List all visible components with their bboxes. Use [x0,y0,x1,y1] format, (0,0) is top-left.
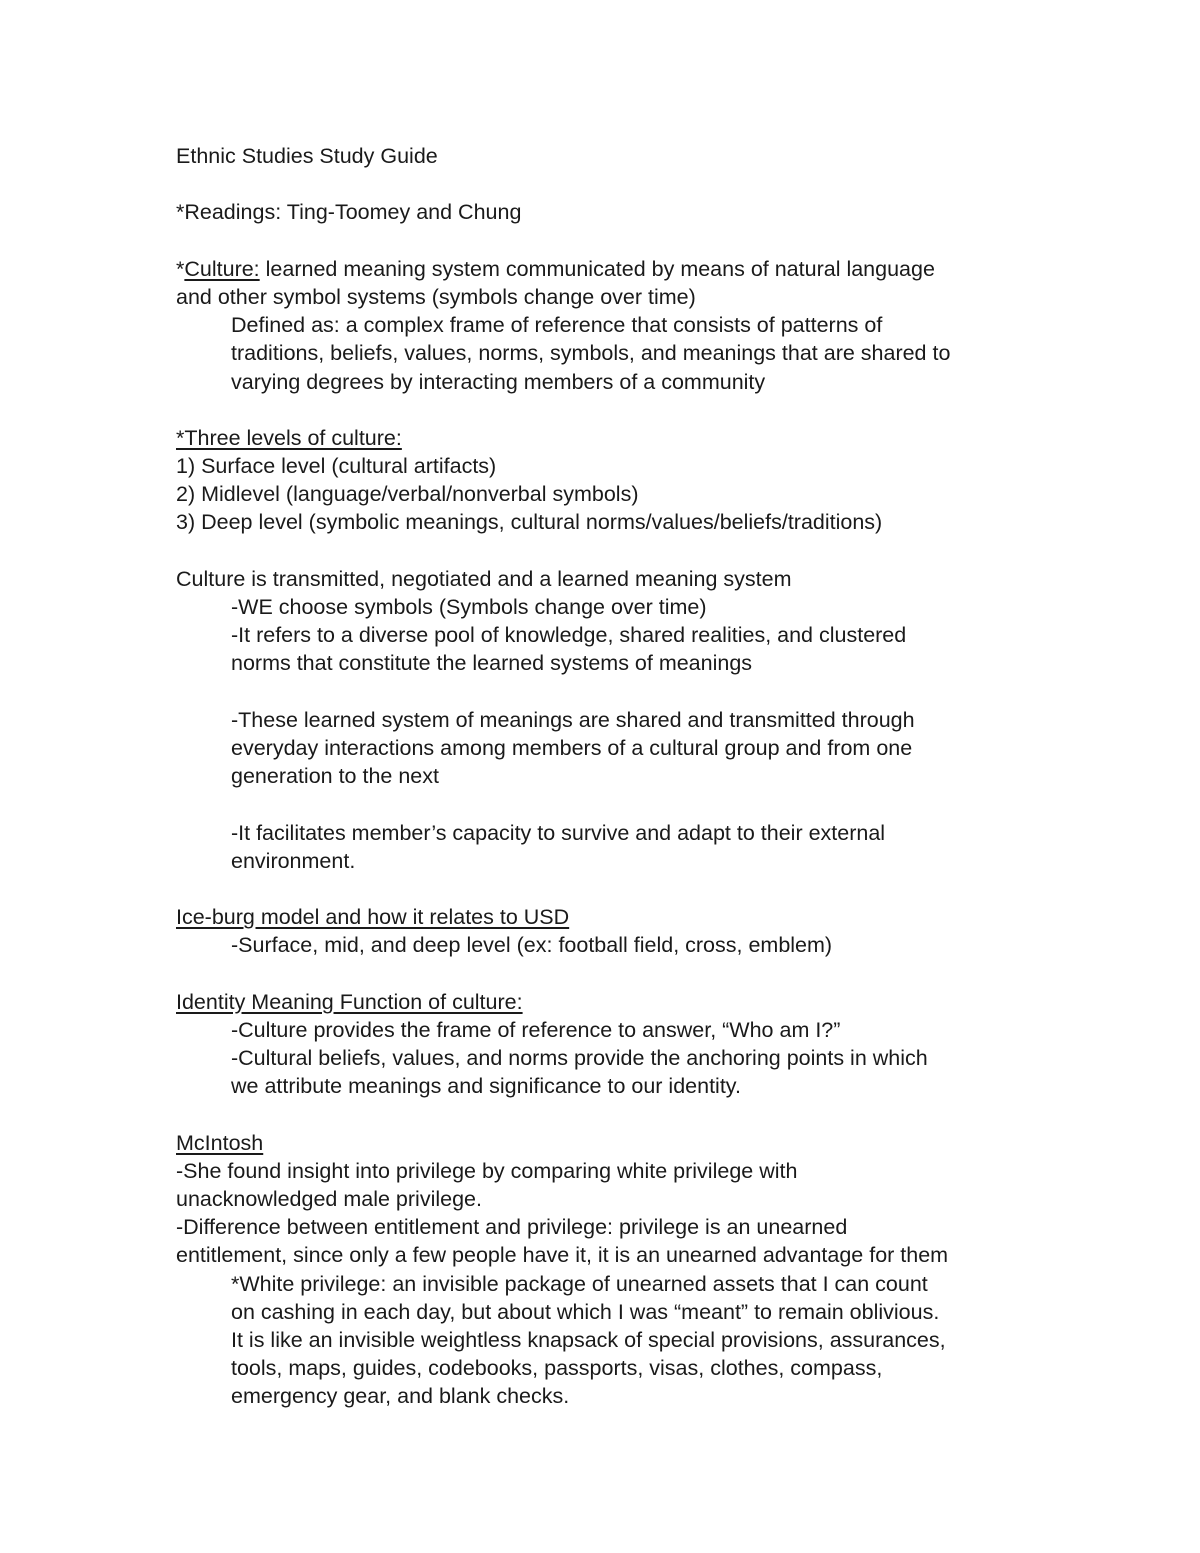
identity-line-2: -Cultural beliefs, values, and norms provide the anchoring points in which [231,1046,928,1070]
levels-item-2: 2) Midlevel (language/verbal/nonverbal symbols) [176,482,639,507]
culture-definition-line-1 [176,255,1176,283]
mcintosh-line-8: tools, maps, guides, codebooks, passports, visas, clothes, compass, [231,1356,883,1381]
culture-term: Culture: [184,256,260,281]
culture-definition-line-2: and other symbol systems (symbols change over time) [176,284,696,309]
spacer [176,790,1176,818]
document-body [176,142,1176,1410]
transmitted-line-7: -It facilitates member’s capacity to survive and adapt to their external [231,820,886,845]
mcintosh-line-3: -Difference between entitlement and privilege: privilege is an unearned [176,1215,848,1240]
identity-line-1: -Culture provides the frame of reference to answer, “Who am I?” [231,1017,841,1042]
levels-heading: *Three levels of culture: [176,425,402,450]
transmitted-heading: Culture is transmitted, negotiated and a learned meaning system [176,566,792,591]
culture-defined-line-1: Defined as: a complex frame of reference that consists of patterns of [231,313,883,338]
transmitted-line-5: everyday interactions among members of a cultural group and from one [231,735,913,760]
mcintosh-line-5: *White privilege: an invisible package of unearned assets that I can count [231,1271,928,1296]
transmitted-line-2: -It refers to a diverse pool of knowledge, shared realities, and clustered [231,623,907,648]
page-title: Ethnic Studies Study Guide [176,144,438,168]
mcintosh-line-2: unacknowledged male privilege. [176,1186,482,1211]
iceberg-heading: Ice-burg model and how it relates to USD [176,905,570,930]
culture-defined-line-2: traditions, beliefs, values, norms, symbols, and meanings that are shared to [231,341,951,366]
spacer [176,396,1176,424]
readings-line: *Readings: Ting-Toomey and Chung [176,200,522,225]
culture-definition-text: learned meaning system communicated by means of natural language [259,256,935,281]
identity-line-3: we attribute meanings and significance to our identity. [231,1074,741,1099]
mcintosh-line-4: entitlement, since only a few people have it, it is an unearned advantage for them [176,1243,949,1268]
spacer [176,537,1176,565]
spacer [176,1100,1176,1128]
transmitted-line-8: environment. [231,848,356,873]
spacer [176,170,1176,198]
levels-item-1: 1) Surface level (cultural artifacts) [176,454,497,479]
spacer [176,678,1176,706]
identity-heading: Identity Meaning Function of culture: [176,989,523,1014]
mcintosh-line-9: emergency gear, and blank checks. [231,1384,570,1409]
mcintosh-line-1: -She found insight into privilege by comparing white privilege with [176,1158,798,1183]
culture-defined-line-3: varying degrees by interacting members of a community [231,369,766,394]
transmitted-line-4: -These learned system of meanings are shared and transmitted through [231,707,915,732]
transmitted-line-6: generation to the next [231,764,439,789]
iceberg-line-1: -Surface, mid, and deep level (ex: football field, cross, emblem) [231,933,833,958]
mcintosh-line-6: on cashing in each day, but about which I was “meant” to remain oblivious. [231,1299,940,1324]
levels-item-3: 3) Deep level (symbolic meanings, cultural norms/values/beliefs/traditions) [176,510,883,535]
spacer [176,875,1176,903]
mcintosh-heading: McIntosh [176,1130,264,1155]
transmitted-line-3: norms that constitute the learned systems of meanings [231,651,753,676]
mcintosh-line-7: It is like an invisible weightless knapsack of special provisions, assurances, [231,1327,946,1352]
spacer [176,959,1176,987]
transmitted-line-1: -WE choose symbols (Symbols change over time) [231,595,707,619]
culture-prefix: * [176,256,185,281]
spacer [176,227,1176,255]
